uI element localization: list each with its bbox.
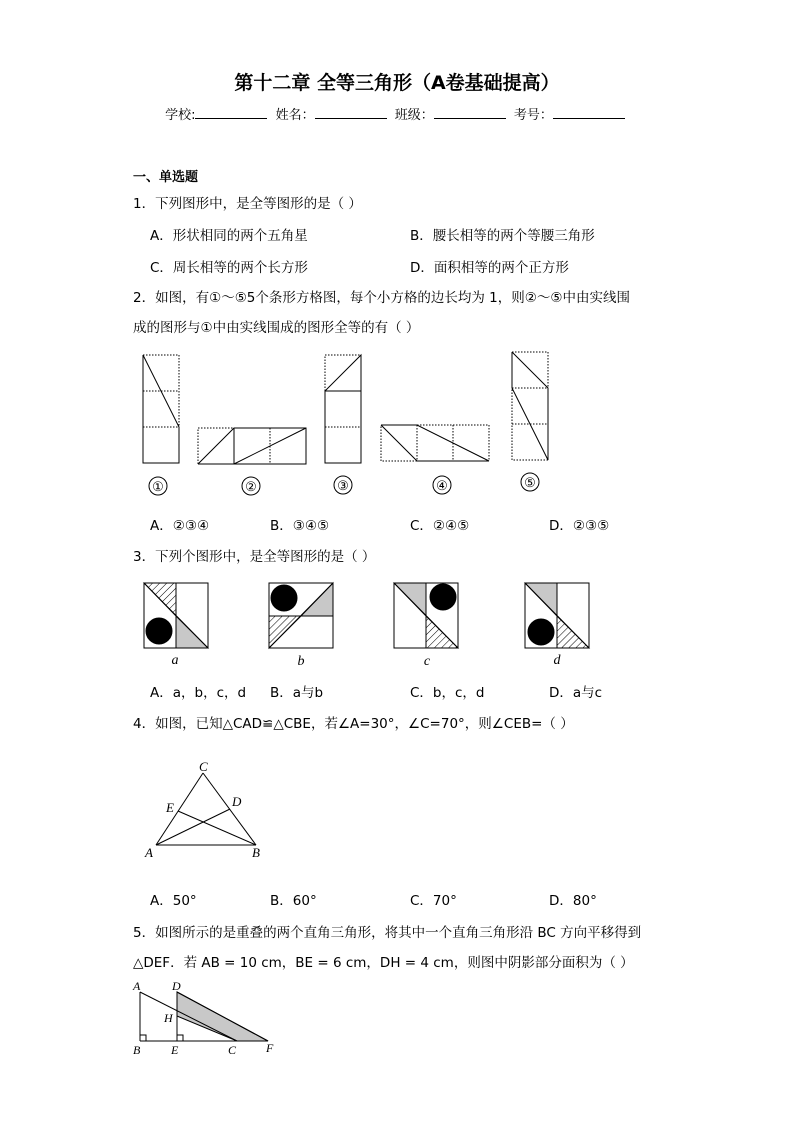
name-label: 姓名： (275, 108, 315, 123)
q2-option-b[interactable]: B．③④⑤ (270, 518, 330, 534)
q4-option-a[interactable]: A．50° (150, 893, 197, 909)
q4-option-c[interactable]: C．70° (410, 893, 457, 909)
q3-option-b[interactable]: B．a与b (270, 685, 324, 701)
exam-no-label: 考号： (513, 108, 553, 123)
q5-point-c: C (228, 1043, 237, 1057)
q3-stem: 3．下列个图形中，是全等图形的是（ ） (133, 549, 376, 565)
q3-label-c: c (423, 654, 431, 669)
q5-right-angle-b (140, 1035, 146, 1041)
q2-stem-line2: 成的图形与①中由实线围成的图形全等的有（ ） (133, 320, 420, 336)
q5-right-angle-e (177, 1035, 183, 1041)
school-label: 学校: (165, 108, 196, 123)
q5-stem-line1: 5．如图所示的是重叠的两个直角三角形，将其中一个直角三角形沿 BC 方向平移得到 (133, 925, 642, 941)
q3-option-a[interactable]: A．a，b，c，d (150, 685, 247, 701)
q4-option-b[interactable]: B．60° (270, 893, 317, 909)
q3-label-d: d (553, 653, 561, 668)
q3-option-c[interactable]: C．b，c，d (410, 685, 485, 701)
section-heading: 一、单选题 (133, 170, 199, 185)
q3-label-a: a (171, 653, 179, 668)
q1-option-d[interactable]: D．面积相等的两个正方形 (410, 260, 569, 276)
q2-option-a[interactable]: A．②③④ (150, 518, 210, 534)
q5-point-b: B (133, 1043, 141, 1057)
q5-point-e: E (171, 1043, 179, 1057)
q5-stem-line2: △DEF．若 AB = 10 cm，BE = 6 cm，DH = 4 cm，则图中阴影部分面积为（ ） (133, 955, 634, 971)
q5-point-f: F (266, 1041, 274, 1055)
q4-point-e: E (166, 800, 174, 815)
q2-stem-line1: 2．如图，有①～⑤5个条形方格图，每个小方格的边长均为 1，则②～⑤中由实线围 (133, 290, 630, 306)
q1-stem: 1．下列图形中，是全等图形的是（ ） (133, 196, 362, 212)
q5-point-d: D (172, 979, 181, 993)
q2-label-2: ② (245, 479, 257, 494)
q4-stem: 4．如图，已知△CAD≌△CBE，若∠A=30°，∠C=70°，则∠CEB=（ ） (133, 716, 574, 732)
q1-option-a[interactable]: A．形状相同的两个五角星 (150, 228, 308, 244)
q4-point-b: B (252, 845, 260, 860)
q2-option-c[interactable]: C．②④⑤ (410, 518, 470, 534)
q2-label-3: ③ (337, 478, 349, 493)
q2-label-4: ④ (436, 478, 448, 493)
q4-option-d[interactable]: D．80° (549, 893, 597, 909)
q5-point-h: H (164, 1011, 173, 1025)
q5-point-a: A (133, 979, 141, 993)
class-label: 班级： (394, 108, 434, 123)
q2-label-5: ⑤ (524, 475, 536, 490)
q1-option-b[interactable]: B．腰长相等的两个等腰三角形 (410, 228, 595, 244)
q3-option-d[interactable]: D．a与c (549, 685, 603, 701)
q2-option-d[interactable]: D．②③⑤ (549, 518, 610, 534)
q2-label-1: ① (152, 479, 164, 494)
q4-point-d: D (232, 794, 242, 809)
q3-label-b: b (297, 654, 305, 669)
q4-point-a: A (145, 845, 153, 860)
page-title: 第十二章 全等三角形（A卷基础提高） (234, 72, 560, 94)
q4-point-c: C (199, 759, 208, 774)
q1-option-c[interactable]: C．周长相等的两个长方形 (150, 260, 308, 276)
